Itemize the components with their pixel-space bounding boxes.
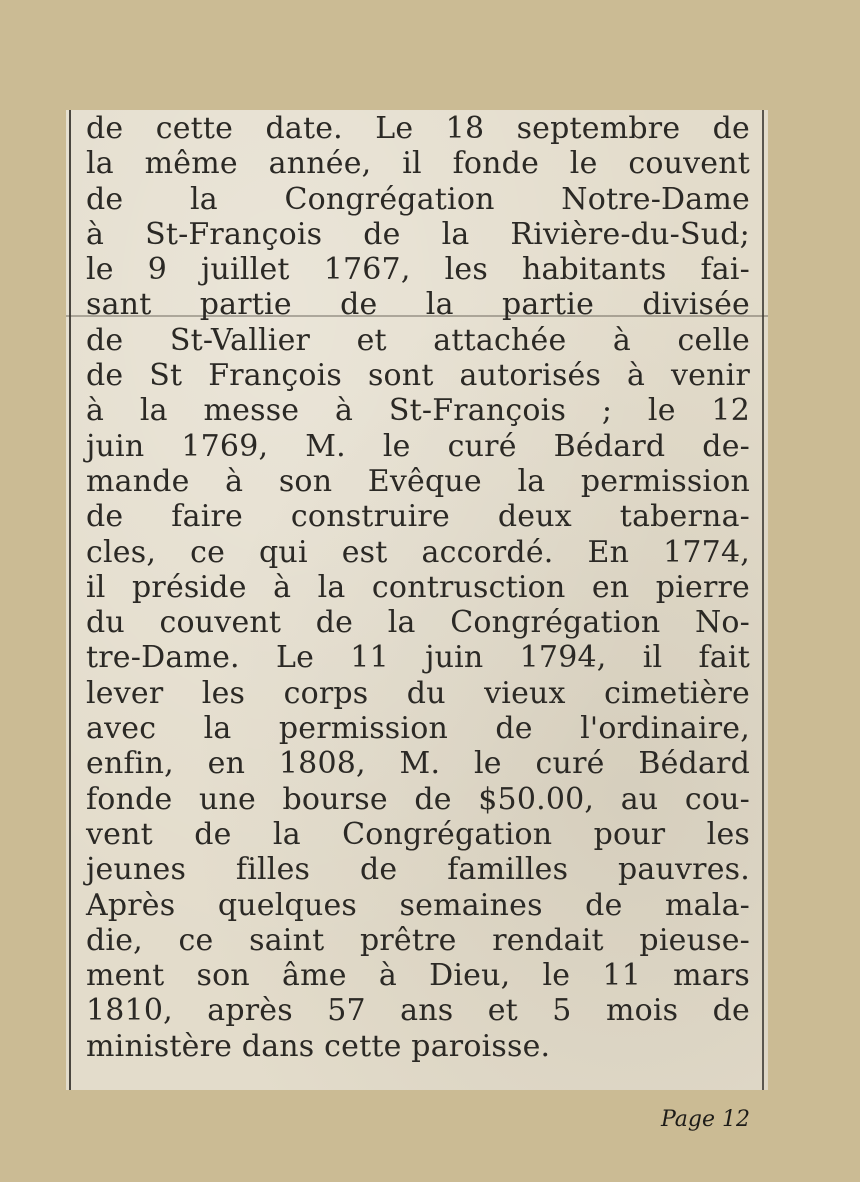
article-text xyxy=(86,110,750,1064)
article-line: le 9 juillet 1767, les habitants fai- xyxy=(86,252,750,288)
article-line: die, ce saint prêtre rendait pieuse- xyxy=(86,922,750,958)
newspaper-clipping xyxy=(66,110,768,1090)
article-line: tre-Dame. Le 11 juin 1794, il fait xyxy=(86,640,750,676)
article-line: de faire construire deux taberna- xyxy=(86,499,750,535)
article-line: de St-Vallier et attachée à celle xyxy=(86,322,750,358)
article-line: jeunes filles de familles pauvres. xyxy=(86,852,750,888)
column-rule-right xyxy=(762,110,764,1090)
page-number: Page 12 xyxy=(660,1107,750,1132)
article-line: mande à son Evêque la permission xyxy=(86,463,750,499)
article-line: Après quelques semaines de mala- xyxy=(86,887,750,923)
article-line: de la Congrégation Notre-Dame xyxy=(86,181,750,217)
article-line: avec la permission de l'ordinaire, xyxy=(86,711,750,747)
article-line: fonde une bourse de $50.00, au cou- xyxy=(86,781,750,817)
column-rule-left xyxy=(69,110,71,1090)
article-line: ministère dans cette paroisse. xyxy=(86,1028,551,1064)
article-line: enfin, en 1808, M. le curé Bédard xyxy=(86,746,750,782)
article-line: de cette date. Le 18 septembre de xyxy=(86,111,750,146)
article-line: de St François sont autorisés à venir xyxy=(86,358,750,394)
article-line: la même année, il fonde le couvent xyxy=(86,146,750,182)
article-line: cles, ce qui est accordé. En 1774, xyxy=(86,534,750,570)
article-line: à St-François de la Rivière-du-Sud; xyxy=(86,216,750,252)
article-line: 1810, après 57 ans et 5 mois de xyxy=(86,993,750,1029)
article-line: du couvent de la Congrégation No- xyxy=(86,605,750,641)
article-line: lever les corps du vieux cimetière xyxy=(86,675,750,711)
article-line: ment son âme à Dieu, le 11 mars xyxy=(86,958,750,994)
article-line: juin 1769, M. le curé Bédard de- xyxy=(86,428,750,464)
article-line: sant partie de la partie divisée xyxy=(86,287,750,323)
article-line: vent de la Congrégation pour les xyxy=(86,816,750,852)
article-line: il préside à la contrusction en pierre xyxy=(86,569,750,605)
article-line: à la messe à St-François ; le 12 xyxy=(86,393,750,429)
